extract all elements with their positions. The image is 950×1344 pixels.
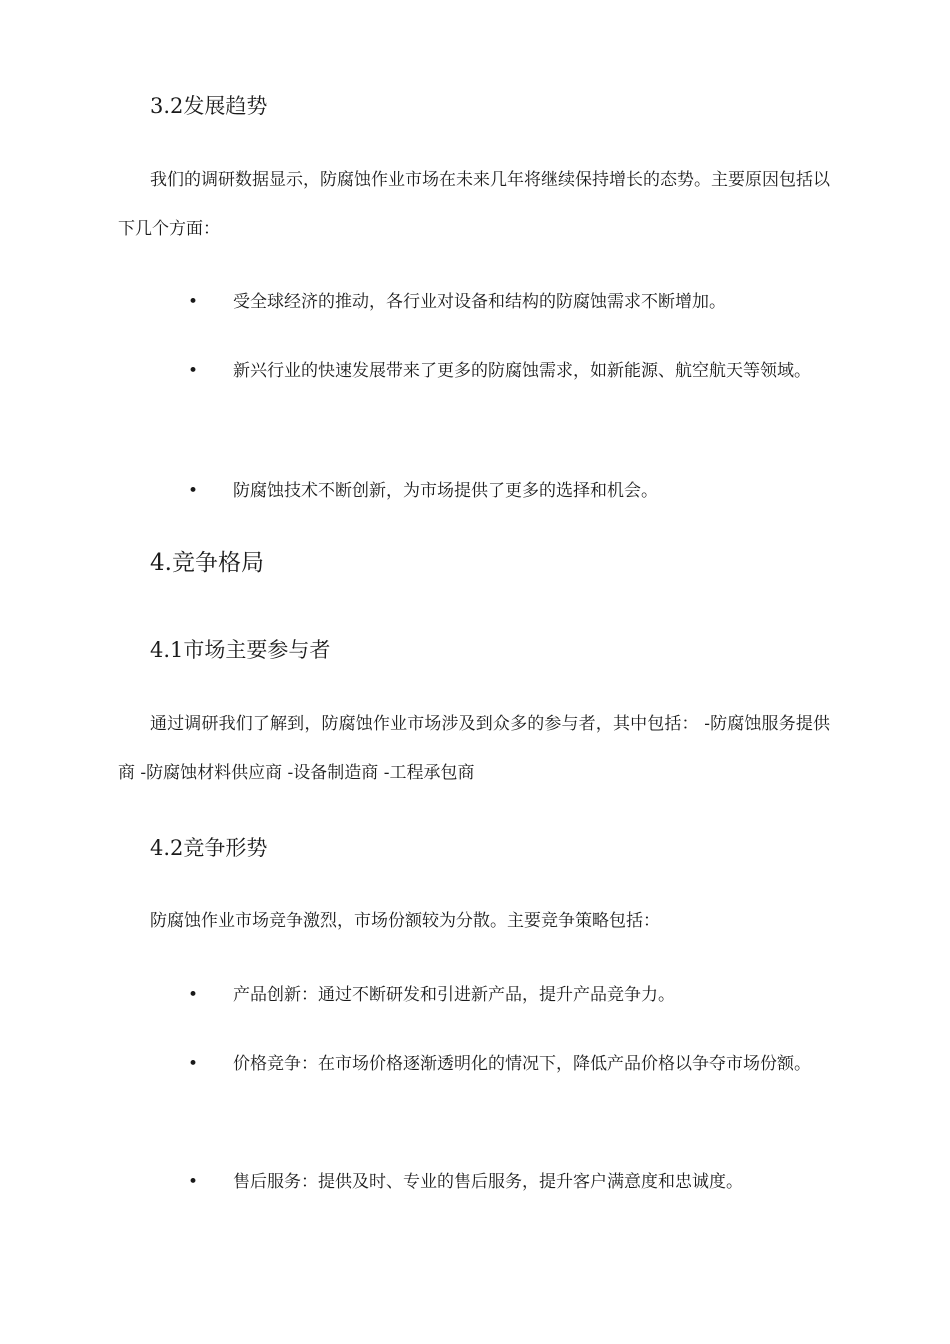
list-item: [155, 280, 830, 324]
bullet-icon: •: [188, 361, 199, 381]
list-item: [155, 973, 830, 1017]
list-item: [155, 1042, 830, 1086]
paragraph-4-2-intro: 防腐蚀作业市场竞争激烈，市场份额较为分散。主要竞争策略包括：: [150, 911, 660, 931]
list-item-text: 防腐蚀技术不断创新，为市场提供了更多的选择和机会。: [233, 481, 658, 501]
paragraph-3-2-intro: 我们的调研数据显示，防腐蚀作业市场在未来几年将继续保持增长的态势。主要原因包括以下几个方面：: [118, 170, 830, 239]
heading-4: 4.竞争格局: [150, 550, 264, 576]
list-item-text: 价格竞争：在市场价格逐渐透明化的情况下，降低产品价格以争夺市场份额。: [233, 1054, 811, 1074]
bullet-icon: •: [188, 1172, 199, 1192]
heading-3-2: 3.2发展趋势: [150, 94, 268, 118]
heading-4-2: 4.2竞争形势: [150, 836, 268, 860]
list-item-text: 新兴行业的快速发展带来了更多的防腐蚀需求，如新能源、航空航天等领域。: [233, 361, 811, 381]
bullet-icon: •: [188, 292, 199, 312]
heading-4-1: 4.1市场主要参与者: [150, 638, 331, 662]
list-item-text: 产品创新：通过不断研发和引进新产品，提升产品竞争力。: [233, 985, 675, 1005]
list-item: [155, 469, 830, 513]
list-item-text: 受全球经济的推动，各行业对设备和结构的防腐蚀需求不断增加。: [233, 292, 726, 312]
list-item-text: 售后服务：提供及时、专业的售后服务，提升客户满意度和忠诚度。: [233, 1172, 743, 1192]
list-item: [155, 1160, 830, 1204]
bullet-icon: •: [188, 985, 199, 1005]
bullet-icon: •: [188, 1054, 199, 1074]
bullet-icon: •: [188, 481, 199, 501]
paragraph-4-1-body: 通过调研我们了解到，防腐蚀作业市场涉及到众多的参与者，其中包括： -防腐蚀服务提供商 -防腐蚀材料供应商 -设备制造商 -工程承包商: [118, 714, 830, 783]
list-item: [155, 349, 830, 393]
